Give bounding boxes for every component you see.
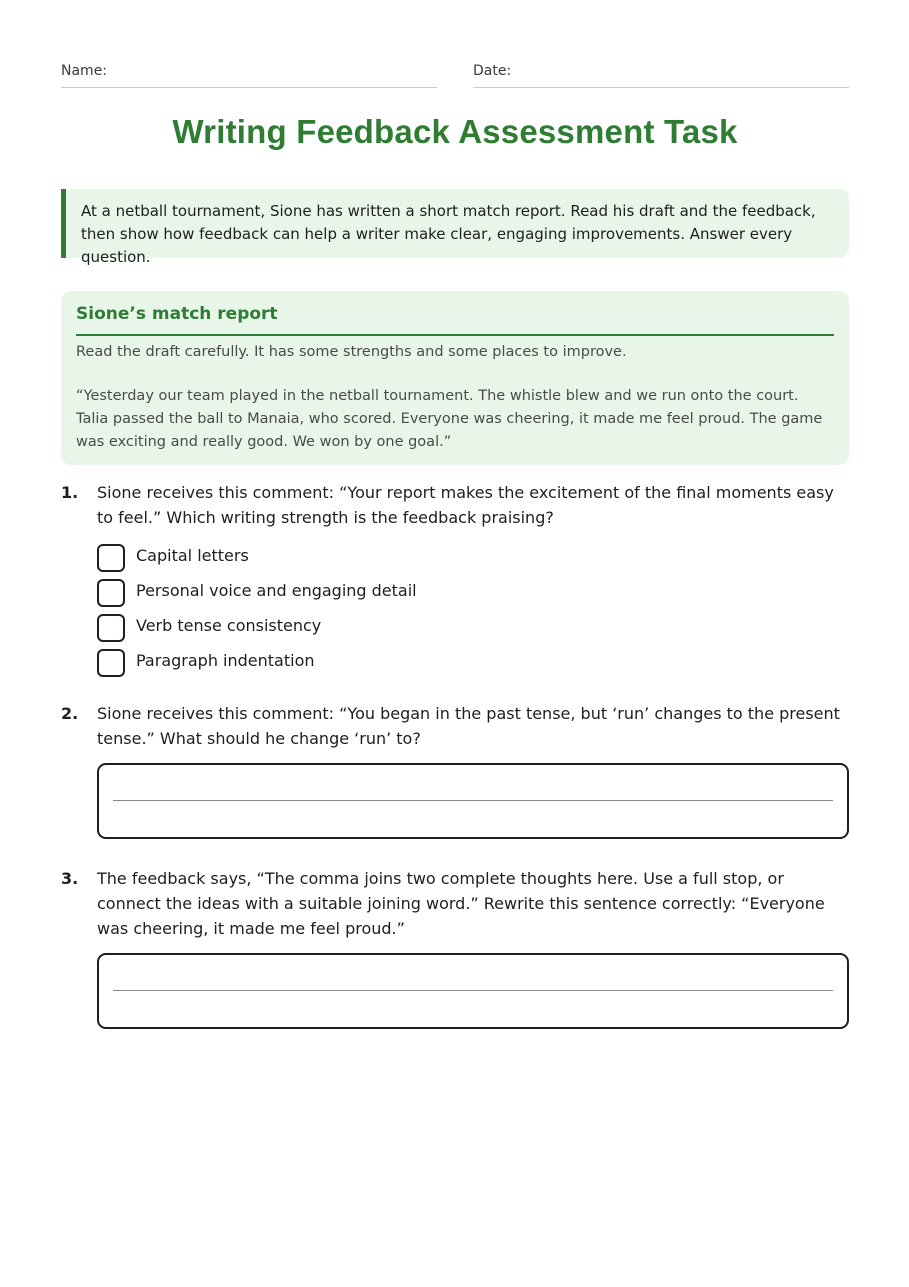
date-field[interactable]	[473, 61, 849, 88]
answer-box[interactable]	[97, 763, 849, 839]
answer-line	[113, 990, 833, 991]
page-title: Writing Feedback Assessment Task	[172, 113, 738, 150]
question-text: The feedback says, “The comma joins two complete thoughts here. Use a full stop, or connect the ideas with a suitable joining word.” Rewrite this sentence correctly: “Everyone was cheering, it made me feel proud.”	[97, 869, 825, 938]
checkbox[interactable]	[97, 544, 125, 572]
option-label: Capital letters	[136, 546, 249, 565]
report-draft: “Yesterday our team played in the netball tournament. The whistle blew and we run onto the court. Talia passed the ball to Manaia, who scored. Everyone was cheering, it made me feel proud. The game was exciting and really good. We won by one goal.”	[76, 388, 823, 450]
question-text: Sione receives this comment: “You began in the past tense, but ‘run’ changes to the present tense.” What should he change ‘run’ to?	[97, 704, 840, 748]
answer-line	[113, 800, 833, 801]
option-personal-voice[interactable]	[97, 579, 497, 607]
option-verb-tense[interactable]	[97, 614, 497, 642]
student-info-row	[61, 61, 849, 89]
question-text: Sione receives this comment: “Your report makes the excitement of the final moments easy to feel.” Which writing strength is the feedback praising?	[97, 483, 834, 527]
question-number: 3.	[61, 869, 79, 888]
name-field[interactable]	[61, 61, 437, 88]
date-label: Date:	[473, 63, 512, 79]
question-number: 2.	[61, 704, 79, 723]
answer-box[interactable]	[97, 953, 849, 1029]
report-panel	[61, 291, 849, 465]
option-label: Paragraph indentation	[136, 651, 315, 670]
intro-callout: At a netball tournament, Sione has written a short match report. Read his draft and the feedback, then show how feedback can help a writer make clear, engaging improvements. Answer every question.	[61, 189, 849, 258]
checkbox[interactable]	[97, 614, 125, 642]
question-number: 1.	[61, 483, 79, 502]
checkbox[interactable]	[97, 649, 125, 677]
report-heading: Sione’s match report	[76, 303, 834, 336]
report-instruction: Read the draft carefully. It has some strengths and some places to improve.	[76, 344, 627, 360]
option-capital-letters[interactable]	[97, 544, 497, 572]
checkbox[interactable]	[97, 579, 125, 607]
option-label: Personal voice and engaging detail	[136, 581, 417, 600]
option-paragraph-indentation[interactable]	[97, 649, 497, 677]
option-label: Verb tense consistency	[136, 616, 322, 635]
name-label: Name:	[61, 63, 108, 79]
